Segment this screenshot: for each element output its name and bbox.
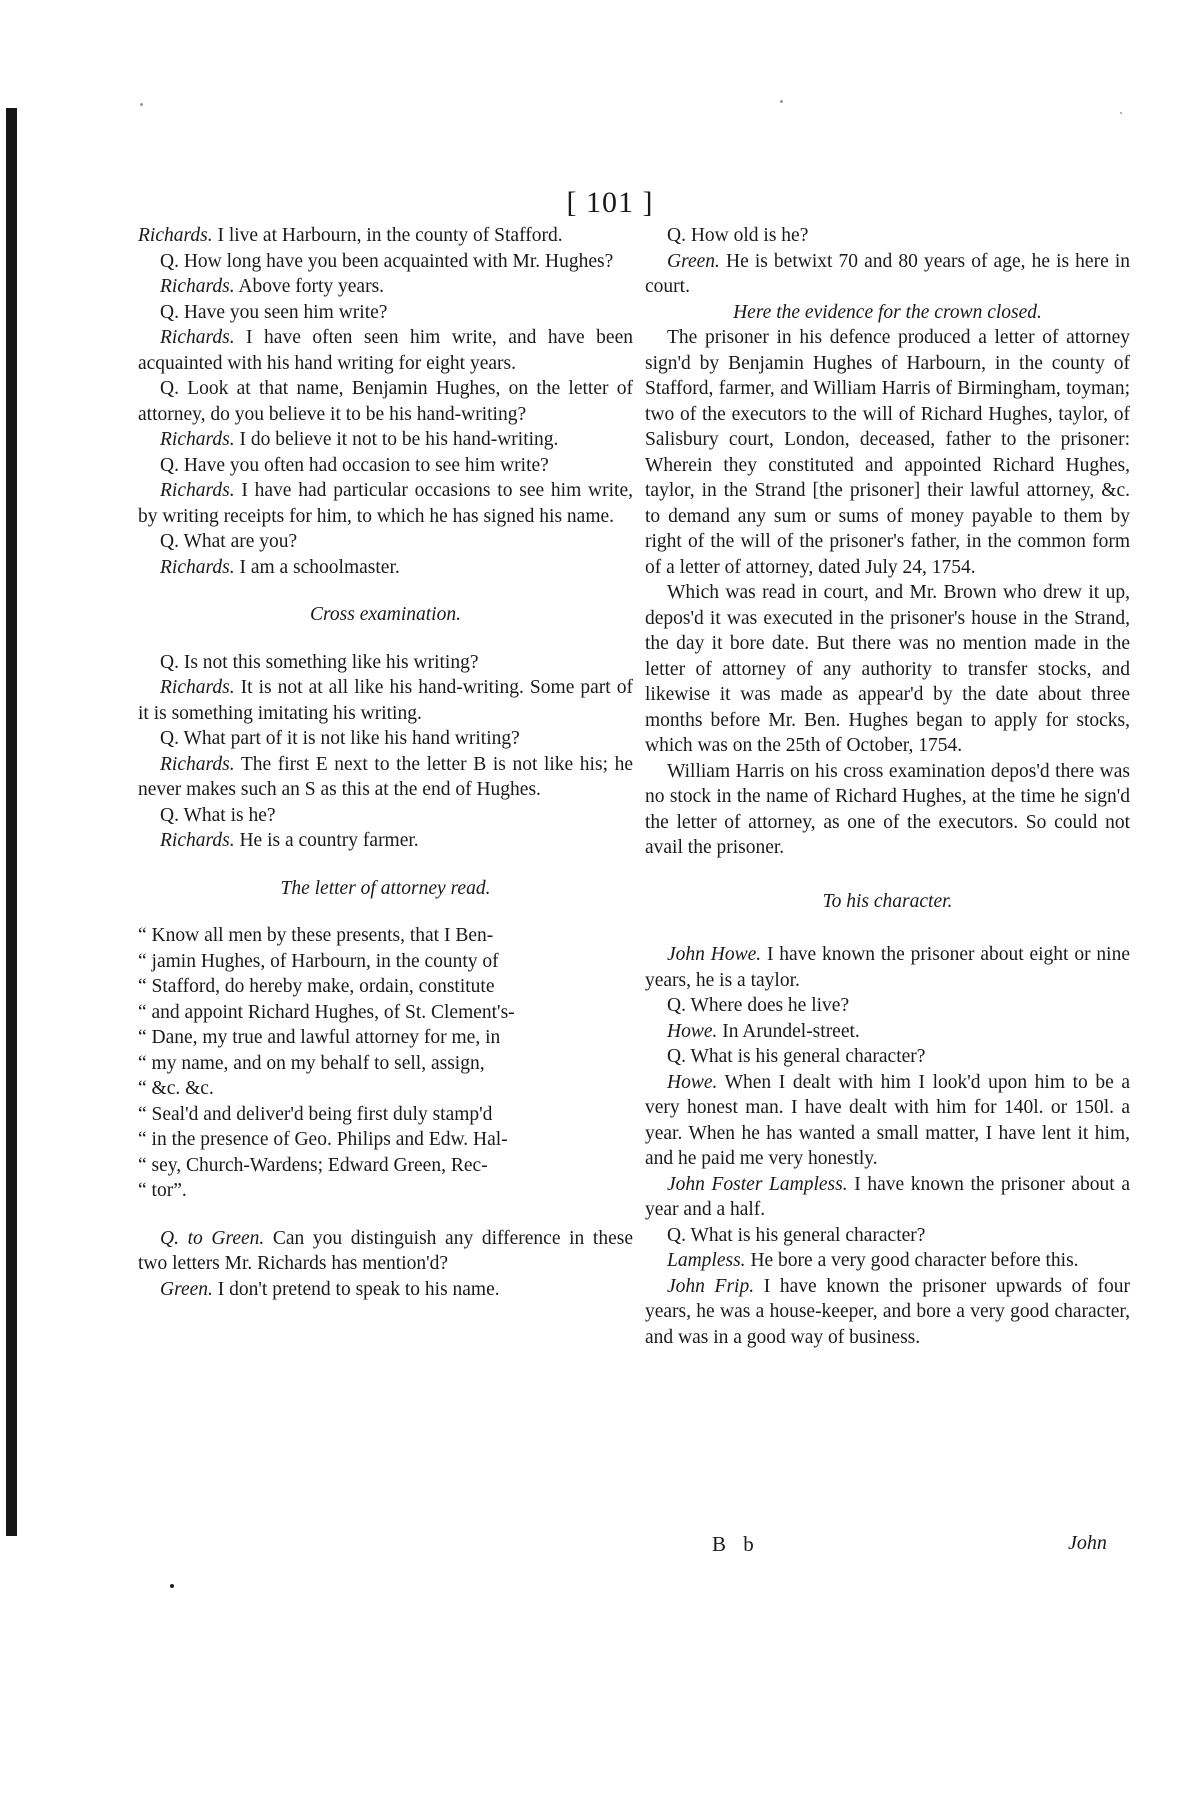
testimony-text: Q. What is his general character? — [667, 1046, 926, 1067]
speaker-name: Richards. — [160, 429, 235, 450]
testimony-paragraph — [138, 726, 633, 752]
speaker-name: Richards. — [160, 830, 235, 851]
testimony-paragraph — [138, 1226, 633, 1277]
speaker-name: Richards. — [160, 327, 235, 348]
speaker-name: Q. to Green. — [160, 1227, 265, 1249]
testimony-text: It is not at all like his hand-writing. Some part of it is something imitating his writing. — [138, 677, 633, 724]
scan-binding-edge — [6, 108, 17, 1536]
testimony-text: I am a schoolmaster. — [234, 556, 400, 578]
letter-quote-line: “ &c. &c. — [138, 1078, 214, 1099]
letter-quote-line: “ Stafford, do hereby make, ordain, constitute — [138, 976, 495, 997]
catchword: John — [1068, 1532, 1107, 1554]
speaker-name: John Frip. — [667, 1275, 755, 1297]
testimony-text: Q. What part of it is not like his hand writing? — [160, 728, 520, 749]
testimony-paragraph — [138, 752, 633, 803]
speaker-name: Green. — [667, 250, 720, 272]
testimony-text: I have known the prisoner about eight or nine years, he is a taylor. — [645, 944, 1130, 991]
speaker-name: Howe. — [667, 1020, 718, 1042]
testimony-paragraph — [645, 249, 1130, 300]
testimony-text: I have had particular occasions to see him write, by writing receipts for him, to which he has signed his name. — [138, 480, 633, 527]
letter-quote-line: “ and appoint Richard Hughes, of St. Clement's- — [138, 1001, 515, 1023]
testimony-paragraph — [138, 376, 633, 427]
scan-speck — [1120, 112, 1122, 114]
speaker-name: Richards. — [138, 225, 213, 246]
letter-quote-line: “ Seal'd and deliver'd being first duly stamp'd — [138, 1103, 493, 1125]
testimony-text: Q. Is not this something like his writing? — [160, 651, 479, 673]
testimony-text: Q. What are you? — [160, 531, 298, 552]
testimony-paragraph — [138, 427, 633, 453]
testimony-text: Q. How long have you been acquainted with Mr. Hughes? — [160, 250, 614, 272]
signature-mark: B b — [712, 1532, 760, 1556]
testimony-paragraph — [138, 453, 633, 479]
testimony-text: The first E next to the letter B is not like his; he never makes such an S as this at the end of Hughes. — [138, 753, 633, 800]
testimony-text: I have often seen him write, and have been acquainted with his hand writing for eight years. — [138, 327, 633, 374]
testimony-paragraph — [645, 1223, 1130, 1249]
testimony-text: Q. Look at that name, Benjamin Hughes, on the letter of attorney, do you believe it to be his hand-writing? — [138, 378, 633, 425]
letter-heading: The letter of attorney read. — [280, 877, 491, 899]
testimony-text: Which was read in court, and Mr. Brown who drew it up, depos'd it was executed in the prisoner's house in the Strand, the day it bore date. But there was no mention made in the letter of attorney of any authority to transfer stocks, and likewise it was made as appear'd by the date about three months before Mr. Ben. Hughes began to apply for stocks, which was on the 25th of October, 1754. — [645, 582, 1130, 756]
testimony-paragraph — [645, 1172, 1130, 1223]
testimony-text: Above forty years. — [234, 276, 385, 297]
testimony-text: Q. Have you seen him write? — [160, 301, 388, 323]
crown-closed-note: Here the evidence for the crown closed. — [733, 301, 1042, 323]
testimony-paragraph — [645, 942, 1130, 993]
testimony-paragraph — [138, 325, 633, 376]
testimony-paragraph — [645, 1044, 1130, 1070]
testimony-paragraph — [138, 650, 633, 676]
testimony-paragraph — [645, 1248, 1130, 1274]
speaker-name: Richards. — [160, 556, 235, 578]
scan-speck — [780, 100, 783, 103]
speaker-name: John Foster Lampless. — [667, 1173, 848, 1195]
testimony-paragraph — [138, 249, 633, 275]
testimony-paragraph — [645, 1070, 1130, 1172]
letter-quote-line: “ sey, Church-Wardens; Edward Green, Rec- — [138, 1154, 488, 1176]
testimony-paragraph — [138, 803, 633, 829]
testimony-paragraph — [645, 1274, 1130, 1351]
speaker-name: John Howe. — [667, 944, 762, 965]
speaker-name: Richards. — [160, 677, 235, 698]
testimony-text: I have known the prisoner upwards of four years, he was a house-keeper, and bore a very good character, and was in a good way of business. — [645, 1275, 1130, 1348]
testimony-paragraph — [138, 300, 633, 326]
testimony-text: Q. Where does he live? — [667, 995, 850, 1016]
testimony-paragraph — [645, 759, 1130, 861]
speaker-name: Richards. — [160, 753, 235, 775]
testimony-text: Q. What is his general character? — [667, 1224, 926, 1246]
testimony-text: In Arundel-street. — [717, 1020, 860, 1042]
speaker-name: Lampless. — [667, 1250, 746, 1271]
letter-quote-line: “ tor”. — [138, 1180, 187, 1201]
scan-speck — [140, 103, 143, 106]
testimony-paragraph — [138, 478, 633, 529]
testimony-paragraph — [645, 993, 1130, 1019]
testimony-text: He is betwixt 70 and 80 years of age, he is here in court. — [645, 250, 1130, 297]
testimony-text: I don't pretend to speak to his name. — [212, 1278, 500, 1300]
speaker-name: Richards. — [160, 276, 235, 297]
testimony-text: Q. Have you often had occasion to see him write? — [160, 454, 549, 476]
cross-examination-heading: Cross examination. — [310, 604, 461, 625]
testimony-text: Can you distinguish any difference in these two letters Mr. Richards has mention'd? — [138, 1227, 633, 1274]
right-column — [645, 223, 1130, 1350]
letter-quote-line: “ Dane, my true and lawful attorney for me, in — [138, 1027, 501, 1048]
letter-quote-line: “ Know all men by these presents, that I Ben- — [138, 925, 494, 946]
testimony-text: Q. What is he? — [160, 804, 276, 826]
testimony-text: I do believe it not to be his hand-writing. — [234, 429, 559, 450]
scan-speck — [170, 1584, 174, 1588]
testimony-paragraph — [645, 1019, 1130, 1045]
testimony-paragraph — [138, 555, 633, 581]
testimony-paragraph — [138, 828, 633, 854]
testimony-text: I live at Harbourn, in the county of Stafford. — [212, 225, 563, 246]
testimony-text: The prisoner in his defence produced a letter of attorney sign'd by Benjamin Hughes of Harbourn, in the county of Stafford, farmer, and William Harris of Birmingham, toyman; two of the executors to the will of Richard Hughes, taylor, of Salisbury court, London, deceased, father to the prisoner: Wherein they constituted and appointed Richard Hughes, taylor, in the Strand [the prisoner] their lawful attorney, &c. to demand any sum or sums of money payable to them by right of the will of the prisoner's father, in the common form of a letter of attorney, dated July 24, 1754. — [645, 327, 1130, 578]
page-header: [ 101 ] — [566, 186, 654, 219]
letter-quote-line: “ in the presence of Geo. Philips and Edw. Hal- — [138, 1129, 508, 1150]
testimony-text: When I dealt with him I look'd upon him to be a very honest man. I have dealt with him for 140l. or 150l. a year. When he has wanted a small matter, I have lent it him, and he paid me very honestly. — [645, 1071, 1130, 1169]
testimony-text: He is a country farmer. — [234, 830, 419, 851]
testimony-paragraph — [138, 274, 633, 300]
testimony-text: William Harris on his cross examination depos'd there was no stock in the name of Richard Hughes, at the time he sign'd the letter of attorney, as one of the executors. So could not avail the prisoner. — [645, 760, 1130, 858]
testimony-paragraph — [138, 223, 633, 249]
letter-quote-line: “ jamin Hughes, of Harbourn, in the county of — [138, 950, 499, 972]
testimony-paragraph — [138, 1277, 633, 1303]
speaker-name: Howe. — [667, 1071, 718, 1093]
speaker-name: Richards. — [160, 480, 235, 501]
speaker-name: Green. — [160, 1278, 213, 1300]
character-heading: To his character. — [822, 890, 953, 912]
letter-quote-line: “ my name, and on my behalf to sell, assign, — [138, 1052, 485, 1074]
left-column — [138, 223, 633, 1302]
testimony-paragraph — [645, 580, 1130, 759]
testimony-paragraph — [138, 675, 633, 726]
testimony-text: Q. How old is he? — [667, 225, 809, 246]
testimony-paragraph — [645, 223, 1130, 249]
testimony-text: He bore a very good character before this. — [745, 1250, 1079, 1271]
testimony-paragraph — [138, 529, 633, 555]
testimony-paragraph — [645, 325, 1130, 580]
testimony-text: I have known the prisoner about a year and a half. — [645, 1173, 1130, 1220]
